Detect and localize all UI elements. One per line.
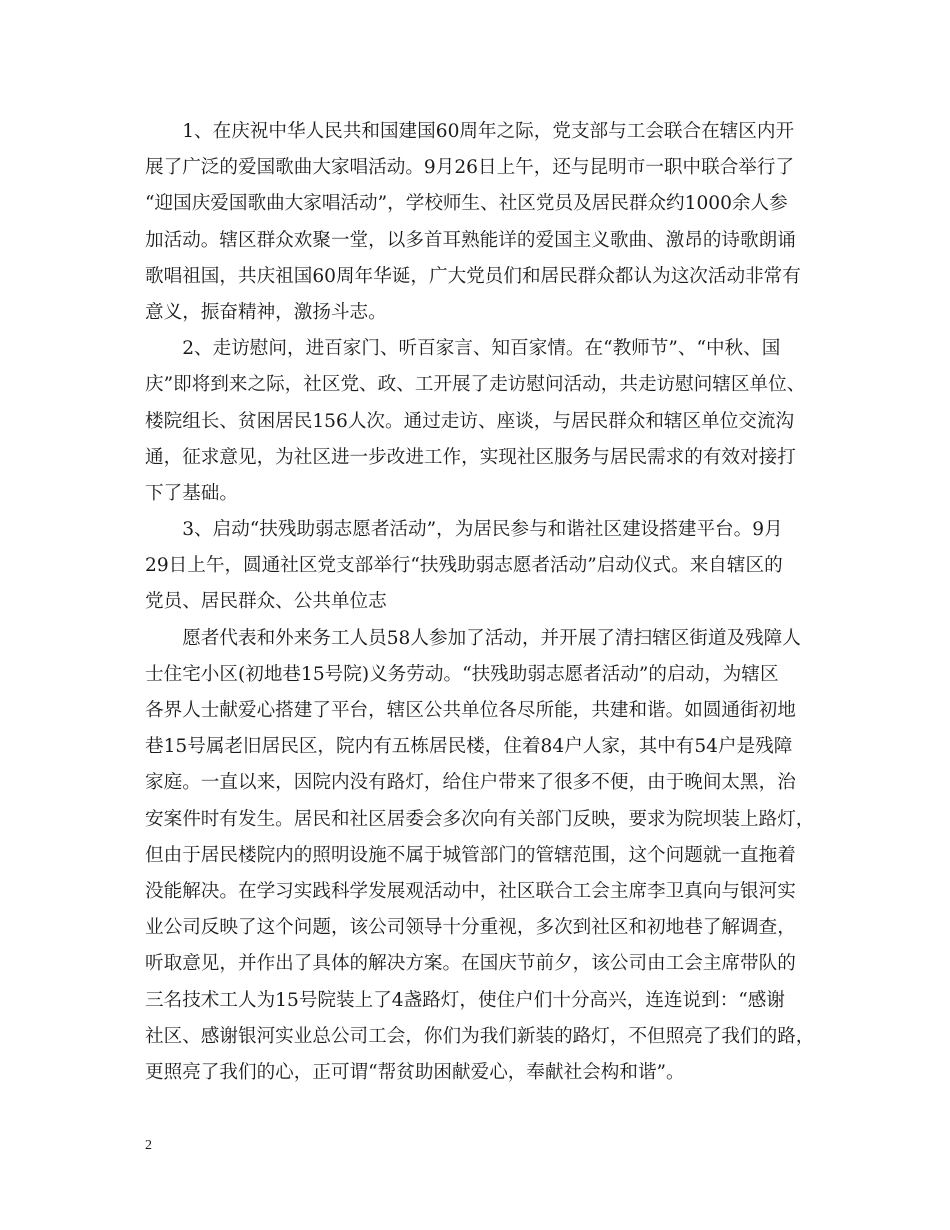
text-line: 三名技术工人为15号院装上了4盏路灯，使住户们十分高兴，连连说到：“感谢	[145, 989, 785, 1011]
text-line: 下了基础。	[145, 482, 238, 504]
text-line: 安案件时有发生。居民和社区居委会多次向有关部门反映，要求为院坝装上路灯，	[145, 808, 815, 830]
text-line: 巷15号属老旧居民区，院内有五栋居民楼，住着84户人家，其中有54户是残障	[145, 736, 793, 758]
text-line: 业公司反映了这个问题，该公司领导十分重视，多次到社区和初地巷了解调查，	[145, 917, 796, 939]
text-line: 楼院组长、贫困居民156人次。通过走访、座谈，与居民群众和辖区单位交流沟	[145, 410, 795, 432]
text-line: 通，征求意见，为社区进一步改进工作，实现社区服务与居民需求的有效对接打	[145, 446, 796, 468]
text-line: 展了广泛的爱国歌曲大家唱活动。9月26日上午，还与昆明市一职中联合举行了	[145, 157, 795, 179]
text-line: 但由于居民楼院内的照明设施不属于城管部门的管辖范围，这个问题就一直拖着	[145, 844, 796, 866]
text-line: 社区、感谢银河实业总公司工会，你们为我们新装的路灯，不但照亮了我们的路，	[145, 1025, 815, 1047]
text-line: 愿者代表和外来务工人员58人参加了活动，并开展了清扫辖区街道及残障人	[145, 627, 801, 649]
body-text	[145, 114, 814, 1091]
page-number: 2	[145, 1138, 152, 1153]
text-line: 加活动。辖区群众欢聚一堂，以多首耳熟能详的爱国主义歌曲、激昂的诗歌朗诵	[145, 229, 796, 251]
text-line: 意义，振奋精神，激扬斗志。	[145, 301, 387, 323]
text-line: 士住宅小区(初地巷15号院)义务劳动。“扶残助弱志愿者活动”的启动，为辖区	[145, 663, 779, 685]
text-line: 家庭。一直以来，因院内没有路灯，给住户带来了很多不便，由于晚间太黑，治	[145, 772, 796, 794]
text-line: 党员、居民群众、公共单位志	[145, 591, 387, 613]
text-line: 2、走访慰问，进百家门、听百家言、知百家情。在“教师节”、“中秋、国	[145, 338, 781, 360]
text-line: 3、启动“扶残助弱志愿者活动”，为居民参与和谐社区建设搭建平台。9月	[145, 519, 783, 541]
text-line: 更照亮了我们的心，正可谓“帮贫助困献爱心，奉献社会构和谐”。	[145, 1061, 685, 1083]
text-line: 听取意见，并作出了具体的解决方案。在国庆节前夕，该公司由工会主席带队的	[145, 953, 796, 975]
text-line: 各界人士献爱心搭建了平台，辖区公共单位各尽所能，共建和谐。如圆通街初地	[145, 700, 796, 721]
text-line: 庆”即将到来之际，社区党、政、工开展了走访慰问活动，共走访慰问辖区单位、	[145, 374, 806, 396]
text-line: “迎国庆爱国歌曲大家唱活动”，学校师生、社区党员及居民群众约1000余人参	[145, 193, 788, 215]
text-line: 29日上午，圆通社区党支部举行“扶残助弱志愿者活动”启动仪式。来自辖区的	[145, 555, 783, 577]
text-line: 1、在庆祝中华人民共和国建国60周年之际，党支部与工会联合在辖区内开	[145, 121, 795, 142]
text-line: 歌唱祖国，共庆祖国60周年华诞，广大党员们和居民群众都认为这次活动非常有	[145, 265, 801, 287]
text-line: 没能解决。在学习实践科学发展观活动中，社区联合工会主席李卫真向与银河实	[145, 880, 796, 902]
